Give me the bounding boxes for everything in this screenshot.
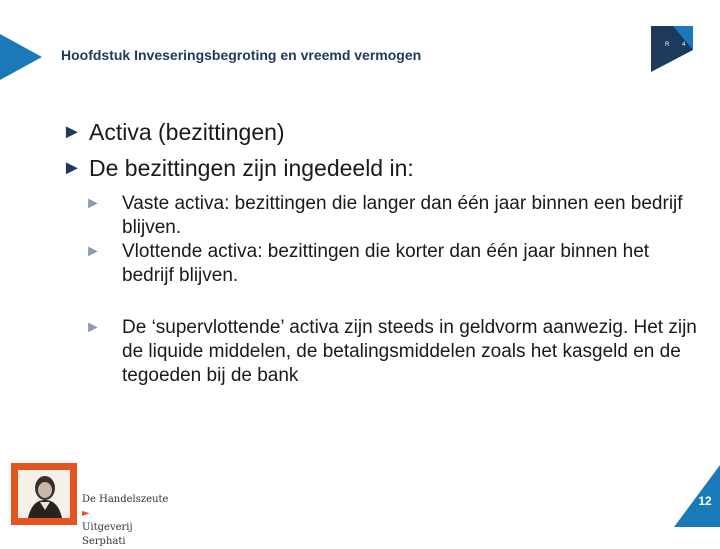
publisher-arrow-icon: ► (82, 508, 90, 519)
sub-bullet-arrow-icon: ► (85, 243, 101, 260)
portrait-icon (18, 470, 70, 518)
corner-logo-left-letter: R (665, 42, 670, 48)
page-number: 12 (698, 494, 712, 508)
sub-bullet-supervlottende (85, 316, 705, 388)
bullet-text: Activa (bezittingen) (89, 119, 285, 145)
publisher-line2: Uitgeverij Serphati (82, 522, 133, 547)
bullet-text: De bezittingen zijn ingedeeld in: (89, 155, 414, 181)
spacer (62, 288, 702, 316)
sub-bullet-text: Vlottende activa: bezittingen die korter dan één jaar binnen het bedrijf blijven. (122, 241, 650, 286)
bullet-arrow-icon: ► (62, 157, 82, 179)
sub-bullet-arrow-icon: ► (85, 319, 101, 336)
chapter-title: Hoofdstuk Inveseringsbegroting en vreemd vermogen (61, 47, 422, 63)
corner-logo-icon (649, 24, 694, 74)
corner-logo-right-letter: 4 (682, 42, 686, 48)
portrait-frame (11, 463, 77, 525)
publisher-line1: De Handelszeute (82, 494, 169, 505)
sub-bullet-vlottende-activa (85, 240, 705, 288)
sub-bullet-text: Vaste activa: bezittingen die langer dan één jaar binnen een bedrijf blijven. (122, 193, 683, 238)
sub-bullet-text: De ‘supervlottende’ activa zijn steeds in geldvorm aanwezig. Het zijn de liquide middelen, de betalingsmiddelen zoals het kasgeld en de tegoeden bij de bank (122, 317, 697, 386)
bullet-activa (62, 118, 702, 146)
publisher-name (82, 493, 171, 549)
publisher-logo (11, 463, 171, 547)
corner-triangle-decoration (0, 34, 42, 80)
sub-bullet-arrow-icon: ► (85, 195, 101, 212)
sub-bullet-vaste-activa (85, 192, 705, 240)
bullet-ingedeeld (62, 154, 702, 182)
slide-body (62, 118, 702, 388)
bullet-arrow-icon: ► (62, 121, 82, 143)
